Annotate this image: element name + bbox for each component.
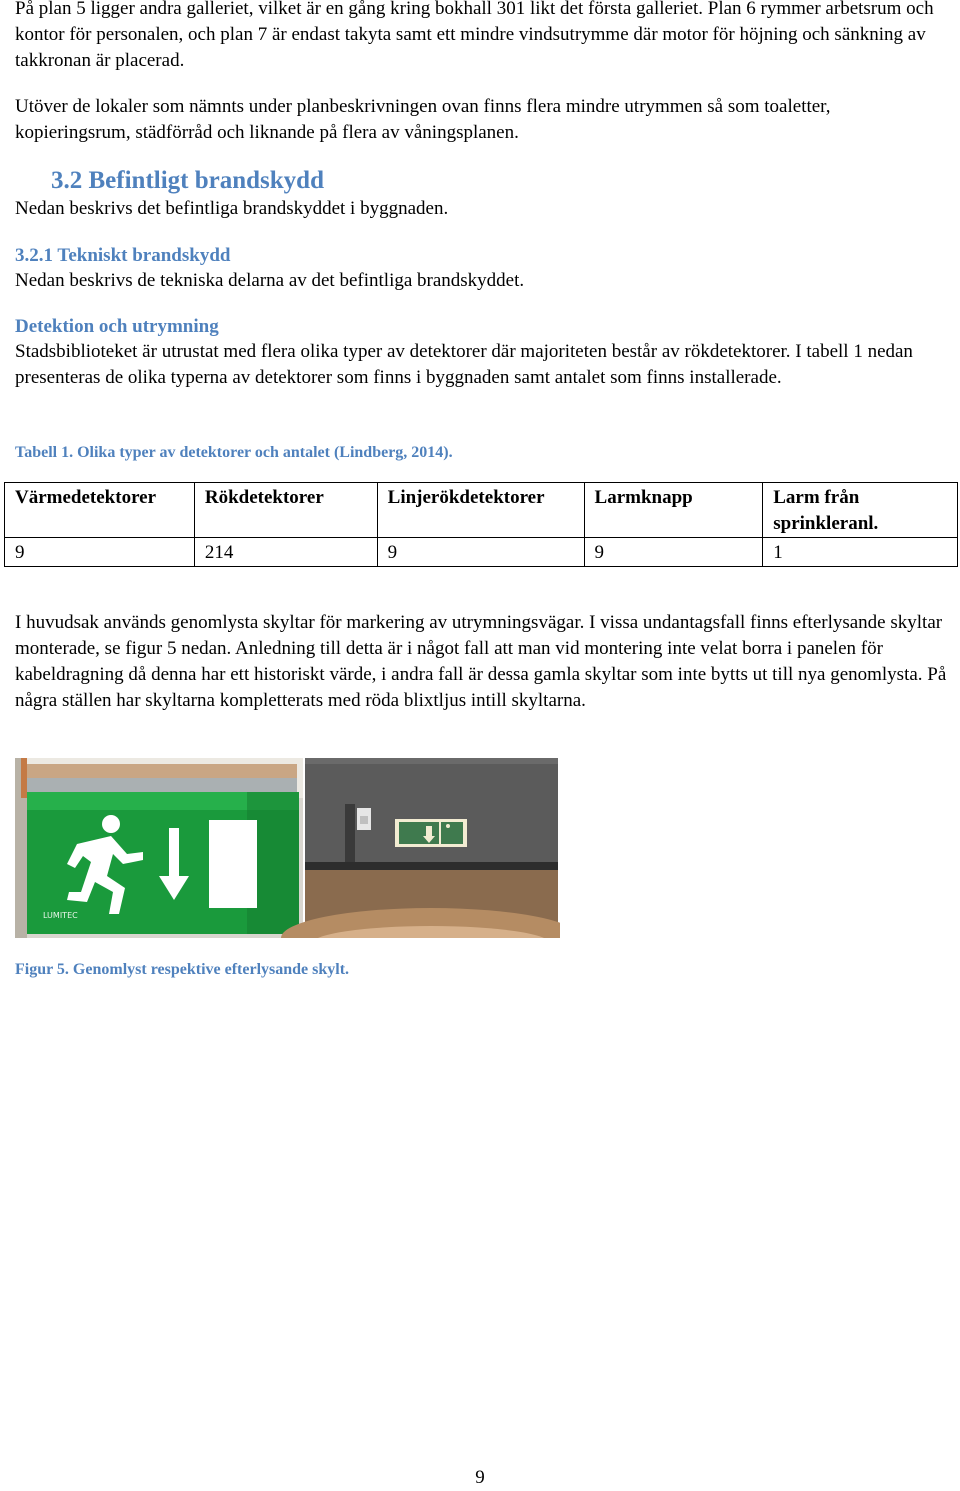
table-row	[5, 538, 958, 567]
table-header-row	[5, 483, 958, 538]
table-cell: 214	[194, 538, 377, 567]
table-header-cell: Rökdetektorer	[194, 483, 377, 538]
paragraph-detectors: Stadsbiblioteket är utrustat med flera olika typer av detektorer där majoriteten består av rökdetektorer. I tabell 1 nedan presenteras de olika typerna av detektorer som finns i byggnaden samt antalet som finns installerade.	[15, 341, 913, 388]
subheading-detection: Detektion och utrymning	[15, 316, 219, 337]
table-header-cell: Värmedetektorer	[5, 483, 195, 538]
paragraph-other-rooms: Utöver de lokaler som nämnts under planbeskrivningen ovan finns flera mindre utrymmen så som toaletter, kopieringsrum, städförråd och liknande på flera av våningsplanen.	[15, 96, 831, 143]
page-number: 9	[475, 1467, 485, 1488]
table-header-cell: Larmknapp	[584, 483, 763, 538]
sign-brand-text: LUMITEC	[43, 911, 78, 920]
section-heading-3-2: 3.2 Befintligt brandskydd	[51, 167, 324, 194]
table-caption: Tabell 1. Olika typer av detektorer och antalet (Lindberg, 2014).	[15, 444, 453, 461]
table-cell: 1	[763, 538, 958, 567]
section-heading-3-2-1: 3.2.1 Tekniskt brandskydd	[15, 245, 231, 266]
detector-table	[4, 482, 958, 567]
figure-caption: Figur 5. Genomlyst respektive efterlysande skylt.	[15, 961, 350, 978]
photo-photoluminescent-sign	[281, 758, 560, 938]
section-intro-3-2-1: Nedan beskrivs de tekniska delarna av det befintliga brandskyddet.	[15, 270, 525, 291]
photo-illuminated-sign	[15, 758, 303, 938]
table-cell: 9	[5, 538, 195, 567]
paragraph-plan-description: På plan 5 ligger andra galleriet, vilket är en gång kring bokhall 301 likt det första galleriet. Plan 6 rymmer arbetsrum och kontor för personalen, och plan 7 är endast takyta samt ett mindre vindsutrymme där motor för höjning och sänkning av takkronan är placerad.	[15, 0, 934, 71]
table-cell: 9	[584, 538, 763, 567]
paragraph-exit-signs: I huvudsak används genomlysta skyltar för markering av utrymningsvägar. I vissa undantagsfall finns efterlysande skyltar monterade, se figur 5 nedan. Anledning till detta är i något fall att man vid montering inte velat borra i panelen för kabeldragning då denna har ett historiskt värde, i andra fall är dessa gamla skyltar som inte bytts ut till nya genomlysta. På några ställen har skyltarna kompletterats med röda blixtljus intill skyltarna.	[15, 612, 947, 711]
section-intro-3-2: Nedan beskrivs det befintliga brandskyddet i byggnaden.	[15, 198, 449, 219]
figure-exit-signs	[15, 758, 560, 938]
table-cell: 9	[377, 538, 584, 567]
table-header-cell: Larm från sprinkleranl.	[763, 483, 958, 538]
table-header-cell: Linjerökdetektorer	[377, 483, 584, 538]
